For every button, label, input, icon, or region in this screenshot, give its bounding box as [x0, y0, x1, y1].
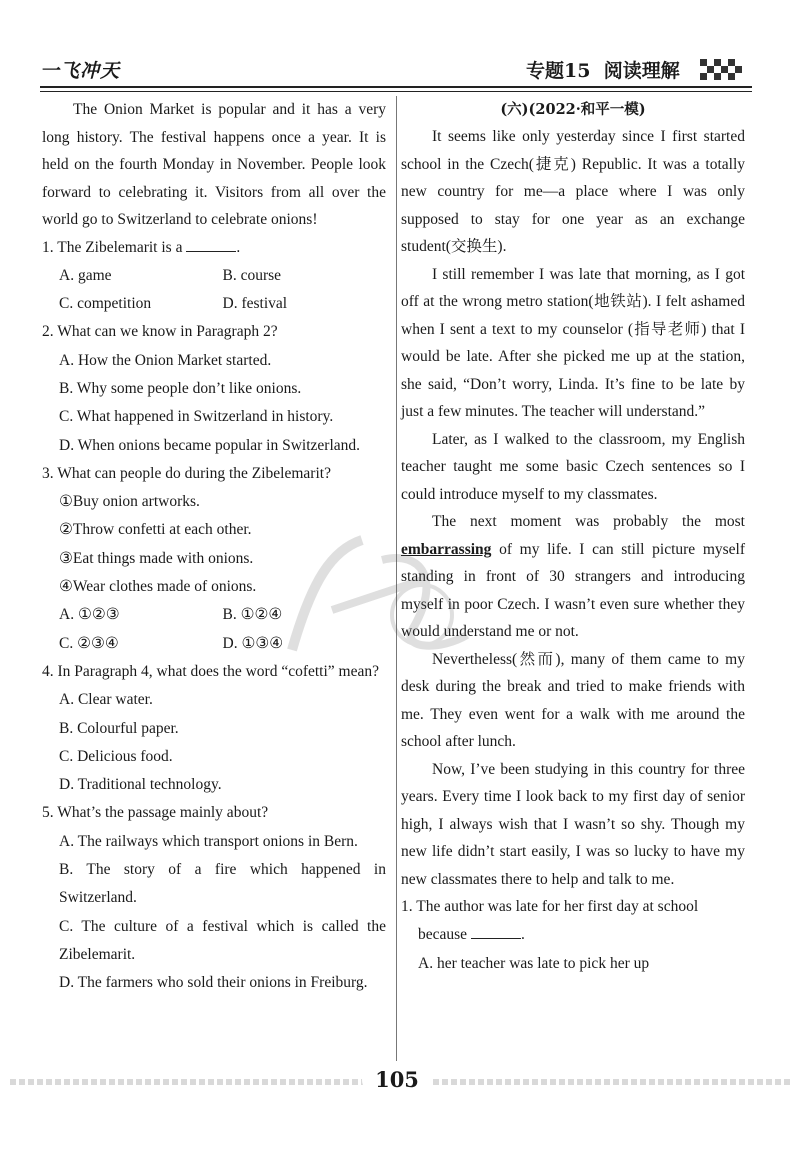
question-3-stem: 3. What can people do during the Zibelemarit?	[42, 464, 331, 482]
target-word: embarrassing	[401, 540, 492, 558]
passage-title: (六)(2022·和平一模)	[500, 101, 646, 118]
option-b: B. ①②④	[222, 606, 283, 624]
option-a: A. How the Onion Market started.	[59, 351, 272, 369]
paragraph-5: Nevertheless(然而), many of them came to my desk during the break and tried to make friends with me. They even went for a walk with me around the school after lunch.	[401, 650, 745, 750]
question-5-stem: 5. What’s the passage mainly about?	[42, 804, 269, 822]
statement-1: ①Buy onion artworks.	[59, 493, 200, 511]
option-c: C. Delicious food.	[59, 747, 173, 765]
paragraph-2: I still remember I was late that morning, as I got off at the wrong metro station(地铁站). I felt ashamed when I sent a text to my counselor (指导老师) that I would be late. After she picked me up at the station, she said, “Don’t worry, Linda. It’s fine to be late by just a few minutes. The teacher will understand.”	[401, 265, 745, 420]
question-3-options-cd	[42, 630, 386, 658]
option-b: B. course	[222, 266, 282, 284]
option-d: D. ①③④	[222, 634, 284, 652]
section-label: 阅读理解	[603, 60, 680, 82]
option-d: D. Traditional technology.	[59, 776, 222, 794]
question-1-continued: because .	[401, 921, 745, 949]
header-rule	[40, 86, 752, 88]
option-c: C. The culture of a festival which is called the Zibelemarit.	[59, 917, 386, 963]
question-1-options-ab	[42, 262, 386, 290]
question-1-stem: 1. The Zibelemarit is a	[42, 238, 183, 256]
paragraph-6: Now, I’ve been studying in this country for three years. Every time I look back to my first day of senior high, I always wish that I wasn’t so shy. Though my new life didn’t start easily, I was so lucky to have my new classmates there to help and talk to me.	[401, 760, 745, 888]
checker-decoration	[700, 53, 746, 83]
question-2-stem: 2. What can we know in Paragraph 2?	[42, 323, 278, 341]
answer-blank	[471, 923, 521, 940]
option-a: A. game	[59, 266, 112, 284]
column-divider	[396, 96, 397, 1061]
header-rule-thin	[40, 91, 752, 92]
brand-logo: 一飞冲天	[40, 60, 121, 82]
paragraph-1: It seems like only yesterday since I first started school in the Czech(捷克) Republic. It was a totally new country for me—a place where I was only supposed to stay for one year as an exchange student(交换生).	[401, 128, 745, 255]
option-a: A. her teacher was late to pick her up	[418, 954, 650, 972]
answer-blank	[186, 235, 236, 252]
question-1: 1. The Zibelemarit is a .	[42, 234, 386, 262]
option-c: C. ②③④	[59, 634, 119, 652]
option-a: A. ①②③	[59, 606, 120, 624]
page-number: 105	[362, 1066, 432, 1094]
option-b: B. The story of a fire which happened in Switzerland.	[59, 861, 386, 907]
option-a: A. The railways which transport onions in Bern.	[59, 832, 358, 850]
option-a: A. Clear water.	[59, 691, 153, 709]
question-1-stem: 1. The author was late for her first day at school	[401, 898, 699, 915]
right-column	[401, 96, 745, 978]
passage-intro: The Onion Market is popular and it has a very long history. The festival happens once a year. It is held on the fourth Monday in November. People look forward to celebrating it. Visitors from all over the world go to Switzerland to celebrate onions!	[42, 101, 386, 228]
statement-2: ②Throw confetti at each other.	[59, 521, 252, 539]
paragraph-3: Later, as I walked to the classroom, my English teacher taught me some basic Czech sentences so I could introduce myself to my classmates.	[401, 430, 745, 503]
topic-label: 专题15	[526, 60, 591, 82]
paragraph-4: The next moment was probably the most embarrassing of my life. I can still picture myself standing in front of 30 strangers and introducing myself in poor Czech. I wasn’t even sure whether they would understand me or not.	[401, 513, 745, 640]
question-3-options-ab	[42, 601, 386, 629]
option-b: B. Why some people don’t like onions.	[59, 379, 302, 397]
option-d: D. When onions became popular in Switzerland.	[59, 436, 361, 454]
left-column	[42, 96, 386, 998]
statement-3: ③Eat things made with onions.	[59, 549, 254, 567]
option-b: B. Colourful paper.	[59, 719, 179, 737]
option-c: C. What happened in Switzerland in history.	[59, 408, 334, 426]
question-4-stem: 4. In Paragraph 4, what does the word “cofetti” mean?	[42, 662, 379, 680]
question-1-options-cd	[42, 290, 386, 318]
option-c: C. competition	[59, 295, 152, 313]
option-d: D. festival	[222, 295, 288, 313]
topic-heading	[526, 56, 680, 83]
option-d: D. The farmers who sold their onions in Freiburg.	[59, 974, 368, 992]
statement-4: ④Wear clothes made of onions.	[59, 578, 257, 596]
